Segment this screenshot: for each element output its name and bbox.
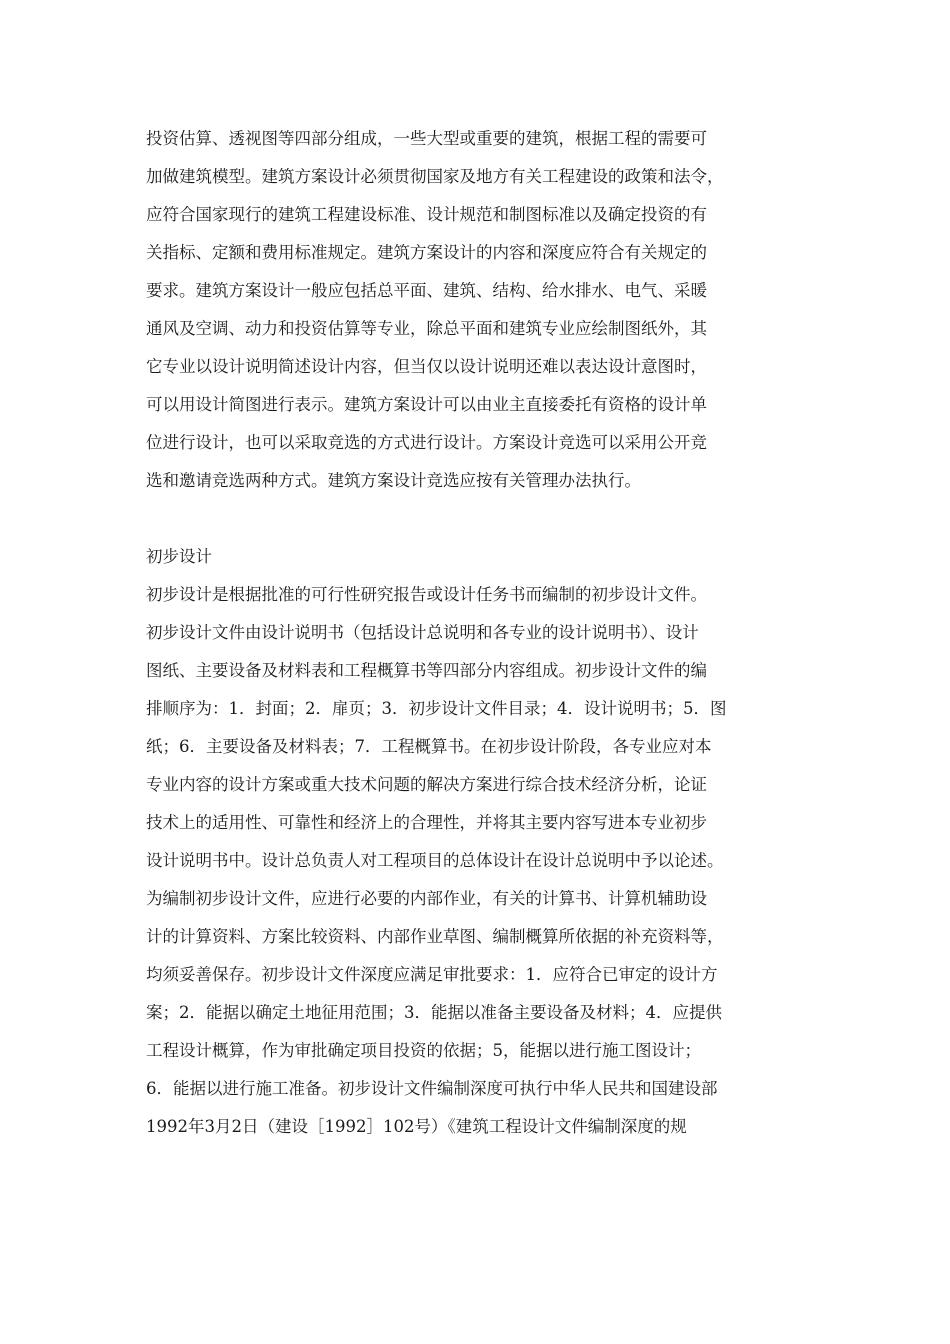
paragraph-line: 工程设计概算，作为审批确定项目投资的依据；5，能据以进行施工图设计； bbox=[146, 1041, 701, 1060]
paragraph-line: 加做建筑模型。建筑方案设计必须贯彻国家及地方有关工程建设的政策和法令， bbox=[146, 167, 724, 186]
paragraph-spacer bbox=[146, 500, 806, 538]
section-heading: 初步设计 bbox=[146, 547, 212, 566]
document-body bbox=[146, 120, 806, 1146]
section-preliminary-design bbox=[146, 538, 806, 1146]
paragraph-line: 均须妥善保存。初步设计文件深度应满足审批要求：1．应符合已审定的设计方 bbox=[146, 965, 718, 984]
paragraph-line: 1992年3月2日（建设［1992］102号）《建筑工程设计文件编制深度的规 bbox=[146, 1117, 687, 1136]
paragraph-line: 通风及空调、动力和投资估算等专业，除总平面和建筑专业应绘制图纸外，其 bbox=[146, 319, 707, 338]
paragraph-line: 要求。建筑方案设计一般应包括总平面、建筑、结构、给水排水、电气、采暖 bbox=[146, 281, 707, 300]
section-scheme-design bbox=[146, 120, 806, 500]
paragraph-line: 投资估算、透视图等四部分组成，一些大型或重要的建筑，根据工程的需要可 bbox=[146, 129, 707, 148]
paragraph-line: 纸；6．主要设备及材料表；7．工程概算书。在初步设计阶段，各专业应对本 bbox=[146, 737, 712, 756]
paragraph-line: 位进行设计，也可以采取竞选的方式进行设计。方案设计竞选可以采用公开竞 bbox=[146, 433, 707, 452]
paragraph-line: 初步设计是根据批准的可行性研究报告或设计任务书而编制的初步设计文件。 bbox=[146, 585, 707, 604]
paragraph-line: 6．能据以进行施工准备。初步设计文件编制深度可执行中华人民共和国建设部 bbox=[146, 1079, 718, 1098]
paragraph-line: 计的计算资料、方案比较资料、内部作业草图、编制概算所依据的补充资料等， bbox=[146, 927, 724, 946]
paragraph-line: 专业内容的设计方案或重大技术问题的解决方案进行综合技术经济分析，论证 bbox=[146, 775, 707, 794]
paragraph-line: 排顺序为：1．封面；2．扉页；3．初步设计文件目录；4．设计说明书；5．图 bbox=[146, 699, 727, 718]
paragraph-line: 案；2．能据以确定土地征用范围；3．能据以准备主要设备及材料；4．应提供 bbox=[146, 1003, 722, 1022]
paragraph-line: 关指标、定额和费用标准规定。建筑方案设计的内容和深度应符合有关规定的 bbox=[146, 243, 707, 262]
paragraph-line: 应符合国家现行的建筑工程建设标准、设计规范和制图标准以及确定投资的有 bbox=[146, 205, 707, 224]
paragraph-line: 初步设计文件由设计说明书（包括设计总说明和各专业的设计说明书）、设计 bbox=[146, 623, 699, 642]
paragraph-line: 技术上的适用性、可靠性和经济上的合理性，并将其主要内容写进本专业初步 bbox=[146, 813, 707, 832]
paragraph-line: 选和邀请竞选两种方式。建筑方案设计竞选应按有关管理办法执行。 bbox=[146, 471, 641, 490]
paragraph-line: 图纸、主要设备及材料表和工程概算书等四部分内容组成。初步设计文件的编 bbox=[146, 661, 707, 680]
paragraph-line: 它专业以设计说明简述设计内容，但当仅以设计说明还难以表达设计意图时， bbox=[146, 357, 707, 376]
paragraph-line: 设计说明书中。设计总负责人对工程项目的总体设计在设计总说明中予以论述。 bbox=[146, 851, 724, 870]
paragraph-line: 可以用设计简图进行表示。建筑方案设计可以由业主直接委托有资格的设计单 bbox=[146, 395, 707, 414]
paragraph-line: 为编制初步设计文件，应进行必要的内部作业，有关的计算书、计算机辅助设 bbox=[146, 889, 707, 908]
